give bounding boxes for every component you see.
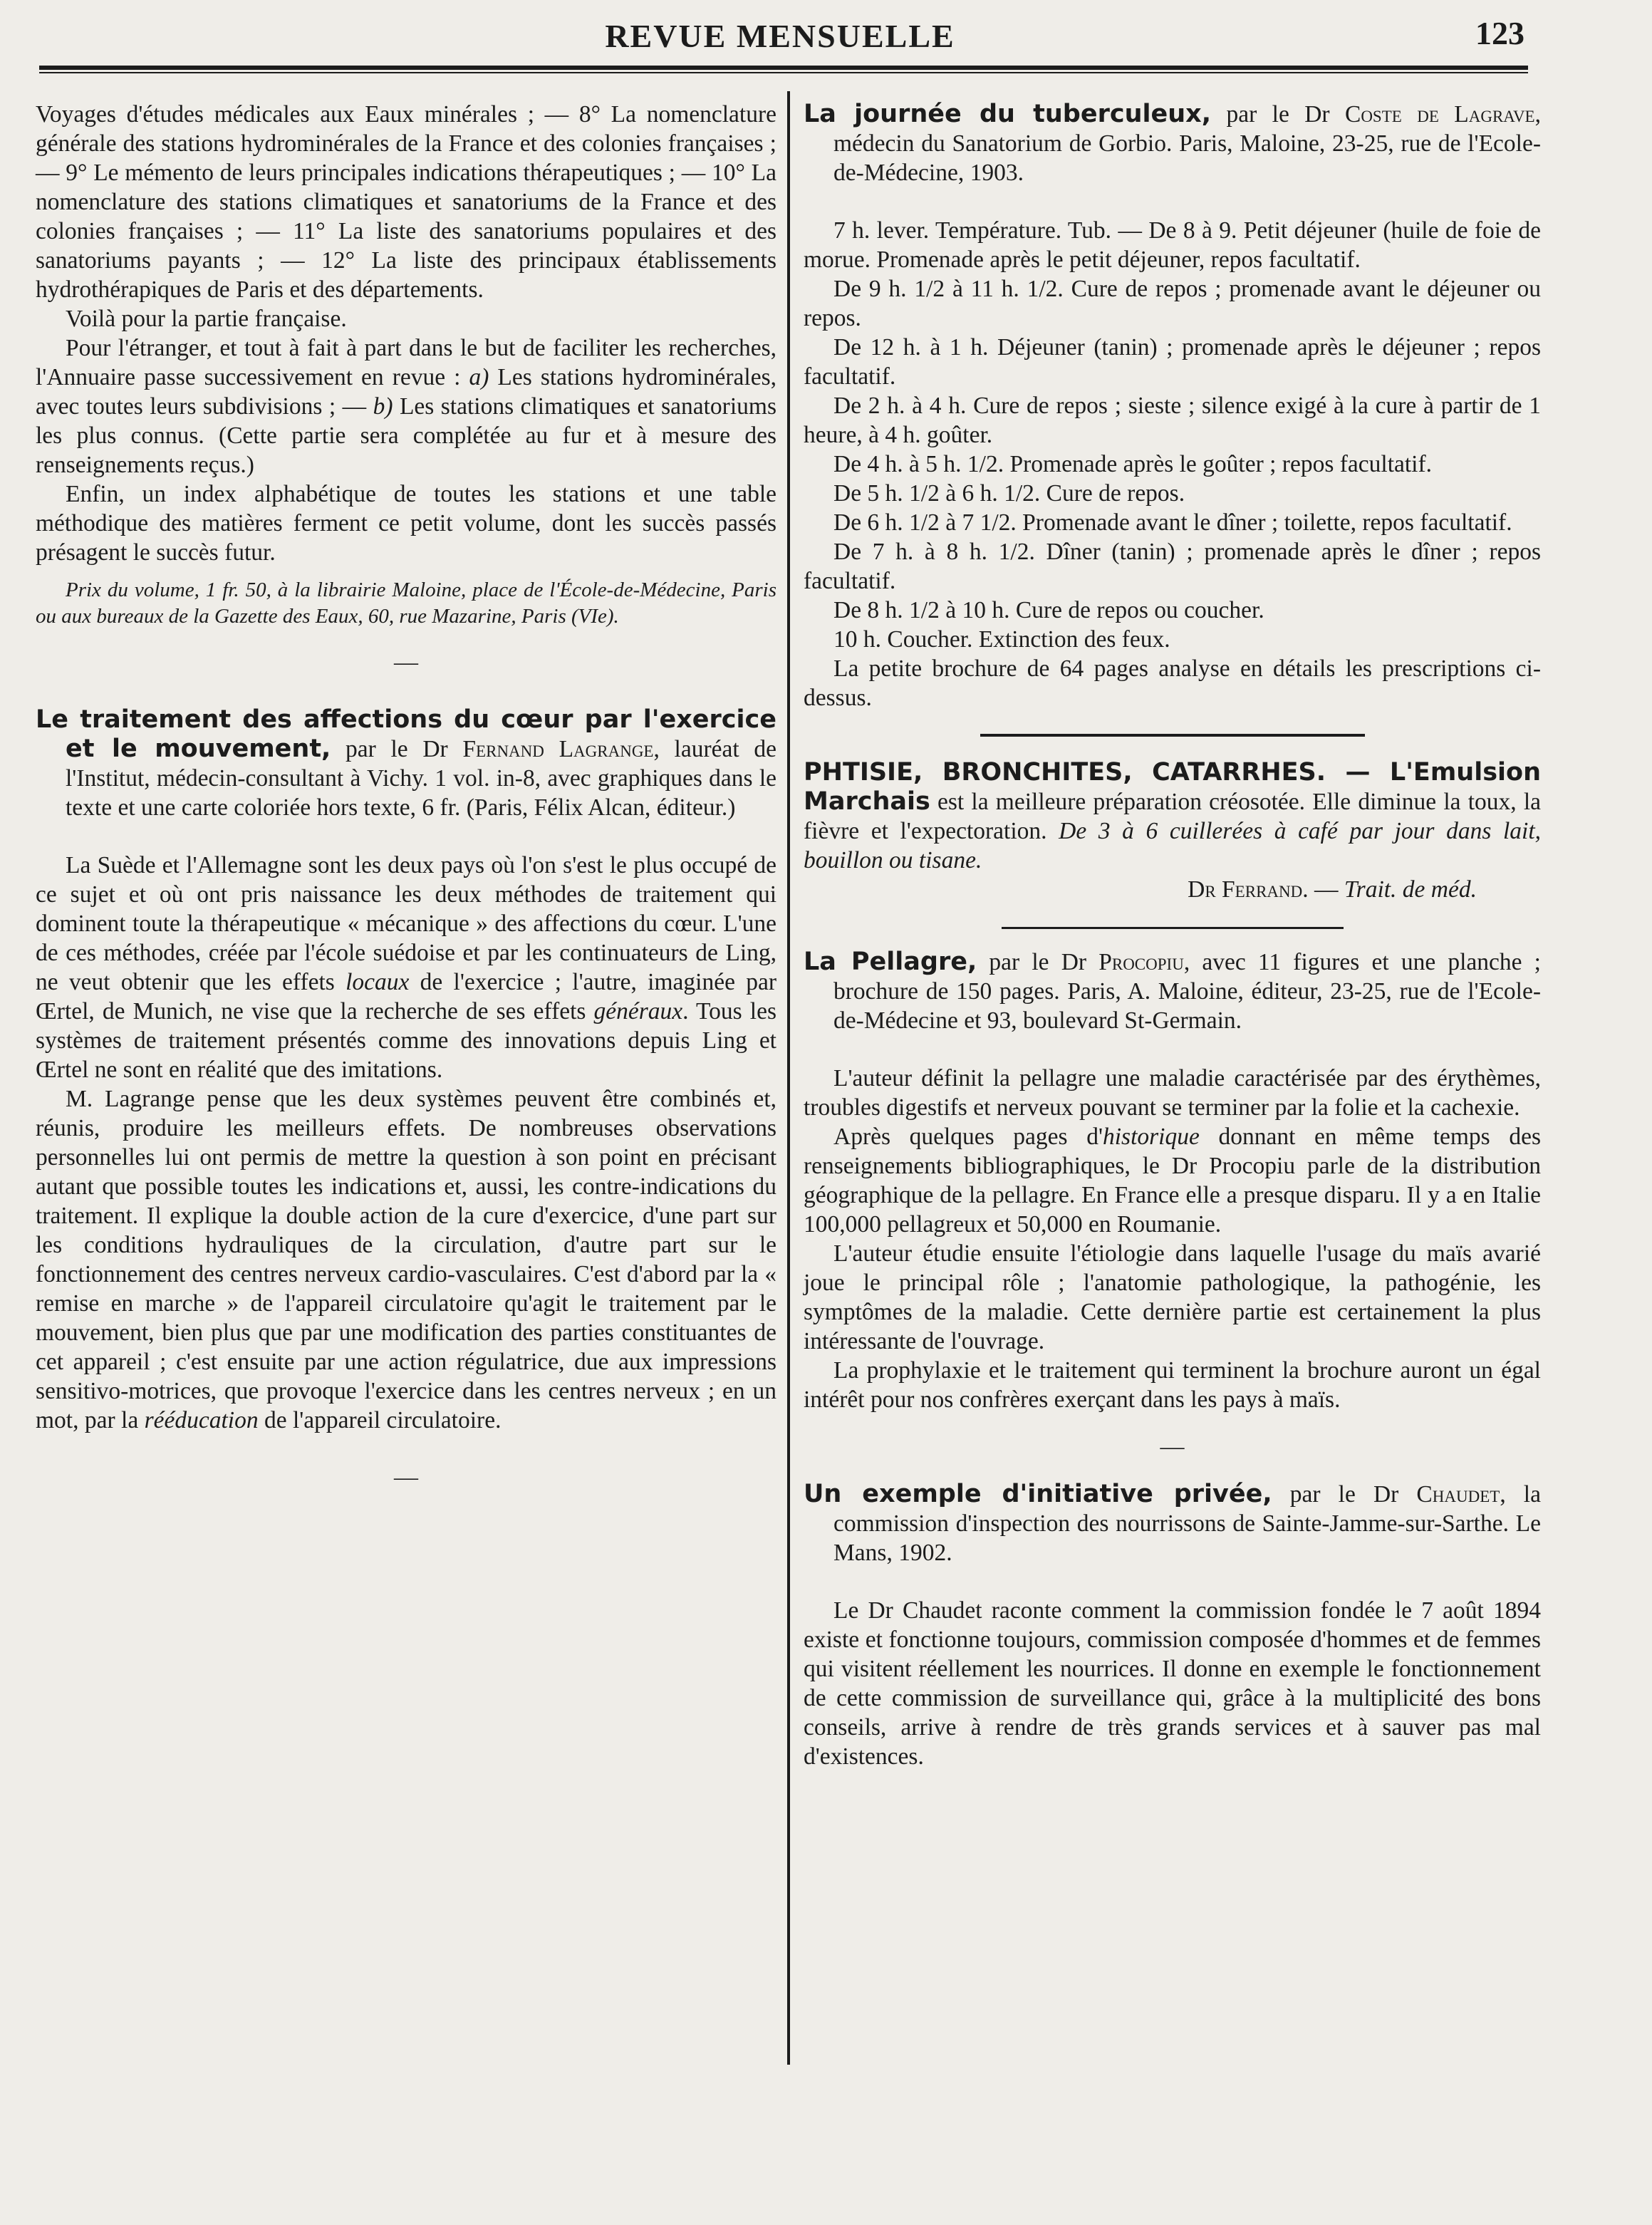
review-heading-pellagre: La Pellagre, par le Dr Procopiu, avec 11 figures et une planche ; brochure de 150 pages. Paris, A. Maloine, éditeur, 23-25, rue de l'Ecole-de-Médecine et 93, boulevard St-Germain. xyxy=(804,948,1541,1034)
schedule-line: De 6 h. 1/2 à 7 1/2. Promenade avant le dîner ; toilette, repos facultatif. xyxy=(833,509,1512,536)
schedule-line: 7 h. lever. Température. Tub. — De 8 à 9. Petit déjeuner (huile de foie de morue. Promenade après le petit déjeuner, repos facultatif. xyxy=(804,217,1541,273)
separator-rule xyxy=(980,734,1365,737)
paragraph: La Suède et l'Allemagne sont les deux pays où l'on s'est le plus occupé de ce sujet et où ont pris naissance les deux méthodes de traitement qui dominent toute la thérapeutique « mécanique » des affections du cœur. L'une de ces méthodes, créée par l'école suédoise et par les continuateurs de Ling, ne veut obtenir que les effets locaux de l'exercice ; l'autre, imaginée par Œrtel, de Munich, ne vise que la recherche de ses effets généraux. Tous les systèmes de traitement présentés comme des innovations depuis Ling et Œrtel ne sont en réalité que des imitations. xyxy=(36,852,776,1083)
paragraph: Le Dr Chaudet raconte comment la commission fondée le 7 août 1894 existe et fonctionne toujours, commission composée d'hommes et de femmes qui visitent réellement les nourrices. Il donne en exemple le fonctionnement de cette commission de surveillance qui, grâce à la multiplicité des bons conseils, arrive à rendre de très grands services et à sauver pas mal d'existences. xyxy=(804,1597,1541,1770)
left-column xyxy=(36,100,776,1492)
price-note: Prix du volume, 1 fr. 50, à la librairie Maloine, place de l'École-de-Médecine, Paris ou aux bureaux de la Gazette des Eaux, 60, rue Mazarine, Paris (VIe). xyxy=(36,579,776,628)
page-number: 123 xyxy=(1475,15,1524,51)
schedule-line: 10 h. Coucher. Extinction des feux. xyxy=(833,626,1170,653)
separator-dash: — xyxy=(1160,1433,1185,1460)
paragraph: M. Lagrange pense que les deux systèmes peuvent être combinés et, réunis, produire les meilleurs effets. De nombreuses observations personnelles lui ont permis de mettre la question à son point en précisant autant que possible toutes les indications et, aussi, les contre-indications du traitement. Il explique la double action de la cure d'exercice, d'une part sur les conditions hydrauliques de la circulation, d'autre part sur le fonctionnement des centres nerveux cardio-vasculaires. C'est d'abord par la « remise en marche » de l'appareil circulatoire qu'agit le traitement par le mouvement, bien plus que par une modification des parties constituantes de cet appareil ; c'est ensuite par une action régulatrice, due aux impressions sensitivo-motrices, que provoque l'exercice dans les centres nerveux ; en un mot, par la rééducation de l'appareil circulatoire. xyxy=(36,1086,776,1433)
paragraph: Voilà pour la partie française. xyxy=(66,306,347,332)
advertisement-signature: Dr Ferrand. — Trait. de méd. xyxy=(1188,876,1477,903)
schedule-line: De 7 h. à 8 h. 1/2. Dîner (tanin) ; promenade après le dîner ; repos facultatif. xyxy=(804,539,1541,594)
paragraph: L'auteur définit la pellagre une maladie caractérisée par des érythèmes, troubles digestifs et nerveux pouvant se terminer par la folie et la cachexie. xyxy=(804,1065,1541,1121)
schedule-line: De 9 h. 1/2 à 11 h. 1/2. Cure de repos ; promenade avant le déjeuner ou repos. xyxy=(804,276,1541,331)
running-head xyxy=(36,13,1524,56)
schedule-line: De 4 h. à 5 h. 1/2. Promenade après le goûter ; repos facultatif. xyxy=(833,451,1433,477)
advertisement: PHTISIE, BRONCHITES, CATARRHES. — L'Emulsion Marchais est la meilleure préparation créosotée. Elle diminue la toux, la fièvre et l'expectoration. De 3 à 6 cuillerées à café par jour dans lait, bouillon ou tisane. xyxy=(804,758,1542,873)
separator-rule xyxy=(1002,927,1344,929)
paragraph: L'auteur étudie ensuite l'étiologie dans laquelle l'usage du maïs avarié joue le principal rôle ; l'anatomie pathologique, la pathogénie, les symptômes de la maladie. Cette dernière partie est certainement la plus intéressante de l'ouvrage. xyxy=(804,1240,1541,1354)
paragraph: La prophylaxie et le traitement qui terminent la brochure auront un égal intérêt pour nos confrères exerçant dans les pays à maïs. xyxy=(804,1357,1541,1413)
paragraph: Enfin, un index alphabétique de toutes les stations et une table méthodique des matières ferment ce petit volume, dont les succès passés présagent le succès futur. xyxy=(36,481,776,566)
review-heading-tuberculeux: La journée du tuberculeux, par le Dr Coste de Lagrave, médecin du Sanatorium de Gorbio. Paris, Maloine, 23-25, rue de l'Ecole-de-Médecine, 1903. xyxy=(804,100,1541,186)
schedule-line: De 12 h. à 1 h. Déjeuner (tanin) ; promenade après le déjeuner ; repos facultatif. xyxy=(804,334,1541,390)
schedule-line: De 5 h. 1/2 à 6 h. 1/2. Cure de repos. xyxy=(833,480,1185,507)
column-divider xyxy=(787,91,790,2065)
schedule-line: La petite brochure de 64 pages analyse en détails les prescriptions ci-dessus. xyxy=(804,655,1541,711)
review-heading-initiative: Un exemple d'initiative privée, par le Dr Chaudet, la commission d'inspection des nourrissons de Sainte-Jamme-sur-Sarthe. Le Mans, 1902. xyxy=(804,1480,1541,1566)
paragraph: Pour l'étranger, et tout à fait à part dans le but de faciliter les recherches, l'Annuaire passe successivement en revue : a) Les stations hydrominérales, avec toutes leurs subdivisions ; — b) Les stations climatiques et sanatoriums les plus connus. (Cette partie sera complétée au fur et à mesure des renseignements reçus.) xyxy=(36,335,776,478)
list-continuation: Voyages d'études médicales aux Eaux minérales ; — 8° La nomenclature générale des stations hydrominérales de la France et des colonies françaises ; — 9° Le mémento de leurs principales indications thérapeutiques ; — 10° La nomenclature des stations climatiques et sanatoriums de la France et des colonies françaises ; — 11° La liste des sanatoriums populaires et des sanatoriums payants ; — 12° La liste des principaux établissements hydrothérapiques de Paris et des départements. xyxy=(36,101,776,303)
running-title: REVUE MENSUELLE xyxy=(605,18,955,54)
schedule-line: De 2 h. à 4 h. Cure de repos ; sieste ; silence exigé à la cure à partir de 1 heure, à 4 h. goûter. xyxy=(804,393,1541,448)
paragraph: Après quelques pages d'historique donnant en même temps des renseignements bibliographiques, le Dr Procopiu parle de la distribution géographique de la pellagre. En France elle a presque disparu. Il y a en Italie 100,000 pellagreux et 50,000 en Roumanie. xyxy=(804,1124,1541,1238)
right-column xyxy=(804,100,1541,1771)
review-heading-heart: Le traitement des affections du cœur par l'exercice et le mouvement, par le Dr Fernand Lagrange, lauréat de l'Institut, médecin-consultant à Vichy. 1 vol. in-8, avec graphiques dans le texte et une carte coloriée hors texte, 6 fr. (Paris, Félix Alcan, éditeur.) xyxy=(36,705,776,821)
separator-dash: — xyxy=(394,1464,418,1490)
header-rule xyxy=(39,66,1528,73)
separator-dash: — xyxy=(394,649,418,675)
schedule-line: De 8 h. 1/2 à 10 h. Cure de repos ou coucher. xyxy=(833,597,1264,623)
